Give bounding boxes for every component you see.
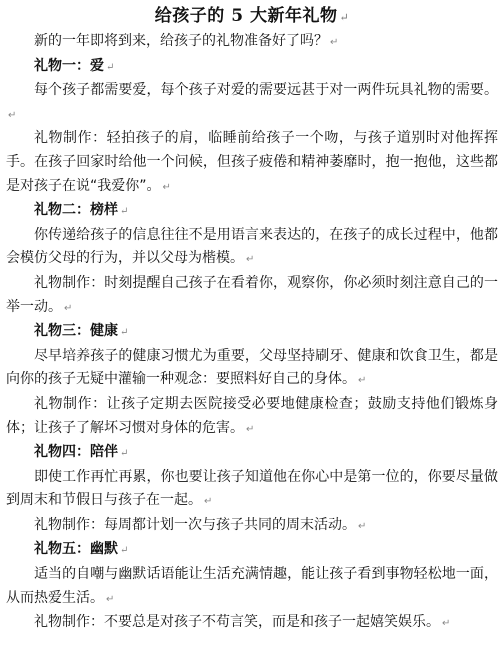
paragraph-mark-icon: ↵: [162, 181, 171, 193]
section-heading-text: 礼物二：榜样: [34, 202, 118, 219]
paragraph-mark-icon: ↵: [204, 496, 213, 508]
paragraph-mark-icon: ↵: [358, 375, 367, 387]
paragraph-mark-icon: ↵: [339, 11, 350, 24]
body-paragraph: [6, 345, 498, 393]
section-heading-text: 礼物四：陪伴: [34, 444, 118, 461]
section-heading: [6, 55, 498, 80]
body-paragraph: [6, 466, 498, 514]
paragraph-text: 礼物制作：轻拍孩子的肩，临睡前给孩子一个吻，与孩子道别时对他挥挥手。在孩子回家时给他一个问候，但孩子疲倦和精神萎靡时，抱一抱他，这些都是对孩子在说“我爱你”。: [6, 130, 498, 194]
paragraph-mark-icon: ↵: [8, 109, 17, 121]
body-paragraph: [6, 79, 498, 127]
section-heading: [6, 199, 498, 224]
paragraph-mark-icon: ↵: [246, 423, 255, 435]
paragraph-text: 你传递给孩子的信息往往不是用语言来表达的，在孩子的成长过程中，他都会模仿父母的行为，并以父母为楷模。: [6, 226, 498, 267]
section-heading-text: 礼物三：健康: [34, 323, 118, 340]
section-heading: [6, 538, 498, 563]
document-body: [6, 30, 498, 636]
paragraph-mark-icon: ↵: [120, 206, 129, 218]
document-title-text: 给孩子的 5 大新年礼物: [154, 6, 338, 26]
paragraph-text: 礼物制作：每周都计划一次与孩子共同的周末活动。: [34, 516, 356, 533]
paragraph-text: 新的一年即将到来，给孩子的礼物准备好了吗？: [34, 33, 328, 49]
paragraph-mark-icon: ↵: [106, 61, 115, 73]
body-paragraph: [6, 30, 498, 55]
document-title: [6, 4, 498, 30]
paragraph-text: 每个孩子都需要爱，每个孩子对爱的需要远甚于对一两件玩具礼物的需要。: [34, 82, 498, 99]
paragraph-mark-icon: ↵: [120, 448, 129, 460]
body-paragraph: [6, 224, 498, 272]
section-heading: [6, 320, 498, 345]
body-paragraph: [6, 127, 498, 199]
paragraph-text: 适当的自嘲与幽默话语能让生活充满情趣，能让孩子看到事物轻松地一面，从而热爱生活。: [6, 566, 498, 606]
paragraph-text: 即使工作再忙再累，你也要让孩子知道他在你心中是第一位的，你要尽量做到周末和节假日与孩子在一起。: [6, 468, 498, 509]
paragraph-mark-icon: ↵: [442, 618, 451, 630]
paragraph-mark-icon: ↵: [106, 593, 115, 605]
paragraph-mark-icon: ↵: [120, 327, 129, 339]
paragraph-mark-icon: ↵: [246, 254, 255, 266]
body-paragraph: [6, 272, 498, 320]
paragraph-text: 礼物制作：让孩子定期去医院接受必要地健康检查；鼓励支持他们锻炼身体；让孩子了解坏习惯对身体的危害。: [6, 395, 498, 436]
paragraph-mark-icon: ↵: [330, 37, 339, 48]
body-paragraph: [6, 611, 498, 636]
paragraph-mark-icon: ↵: [358, 520, 367, 532]
section-heading-text: 礼物一：爱: [34, 57, 104, 74]
paragraph-text: 礼物制作：不要总是对孩子不苟言笑，而是和孩子一起嬉笑娱乐。: [34, 614, 440, 631]
body-paragraph: [6, 563, 498, 611]
paragraph-mark-icon: ↵: [64, 302, 73, 314]
section-heading: [6, 441, 498, 466]
paragraph-mark-icon: ↵: [120, 545, 129, 557]
section-heading-text: 礼物五：幽默: [34, 541, 118, 558]
paragraph-text: 尽早培养孩子的健康习惯尤为重要，父母坚持刷牙、健康和饮食卫生，都是向你的孩子无疑中灌输一种观念：要照料好自己的身体。: [6, 347, 498, 388]
paragraph-text: 礼物制作：时刻提醒自己孩子在看着你，观察你，你必须时刻注意自己的一举一动。: [6, 274, 498, 315]
body-paragraph: [6, 393, 498, 441]
body-paragraph: [6, 514, 498, 539]
